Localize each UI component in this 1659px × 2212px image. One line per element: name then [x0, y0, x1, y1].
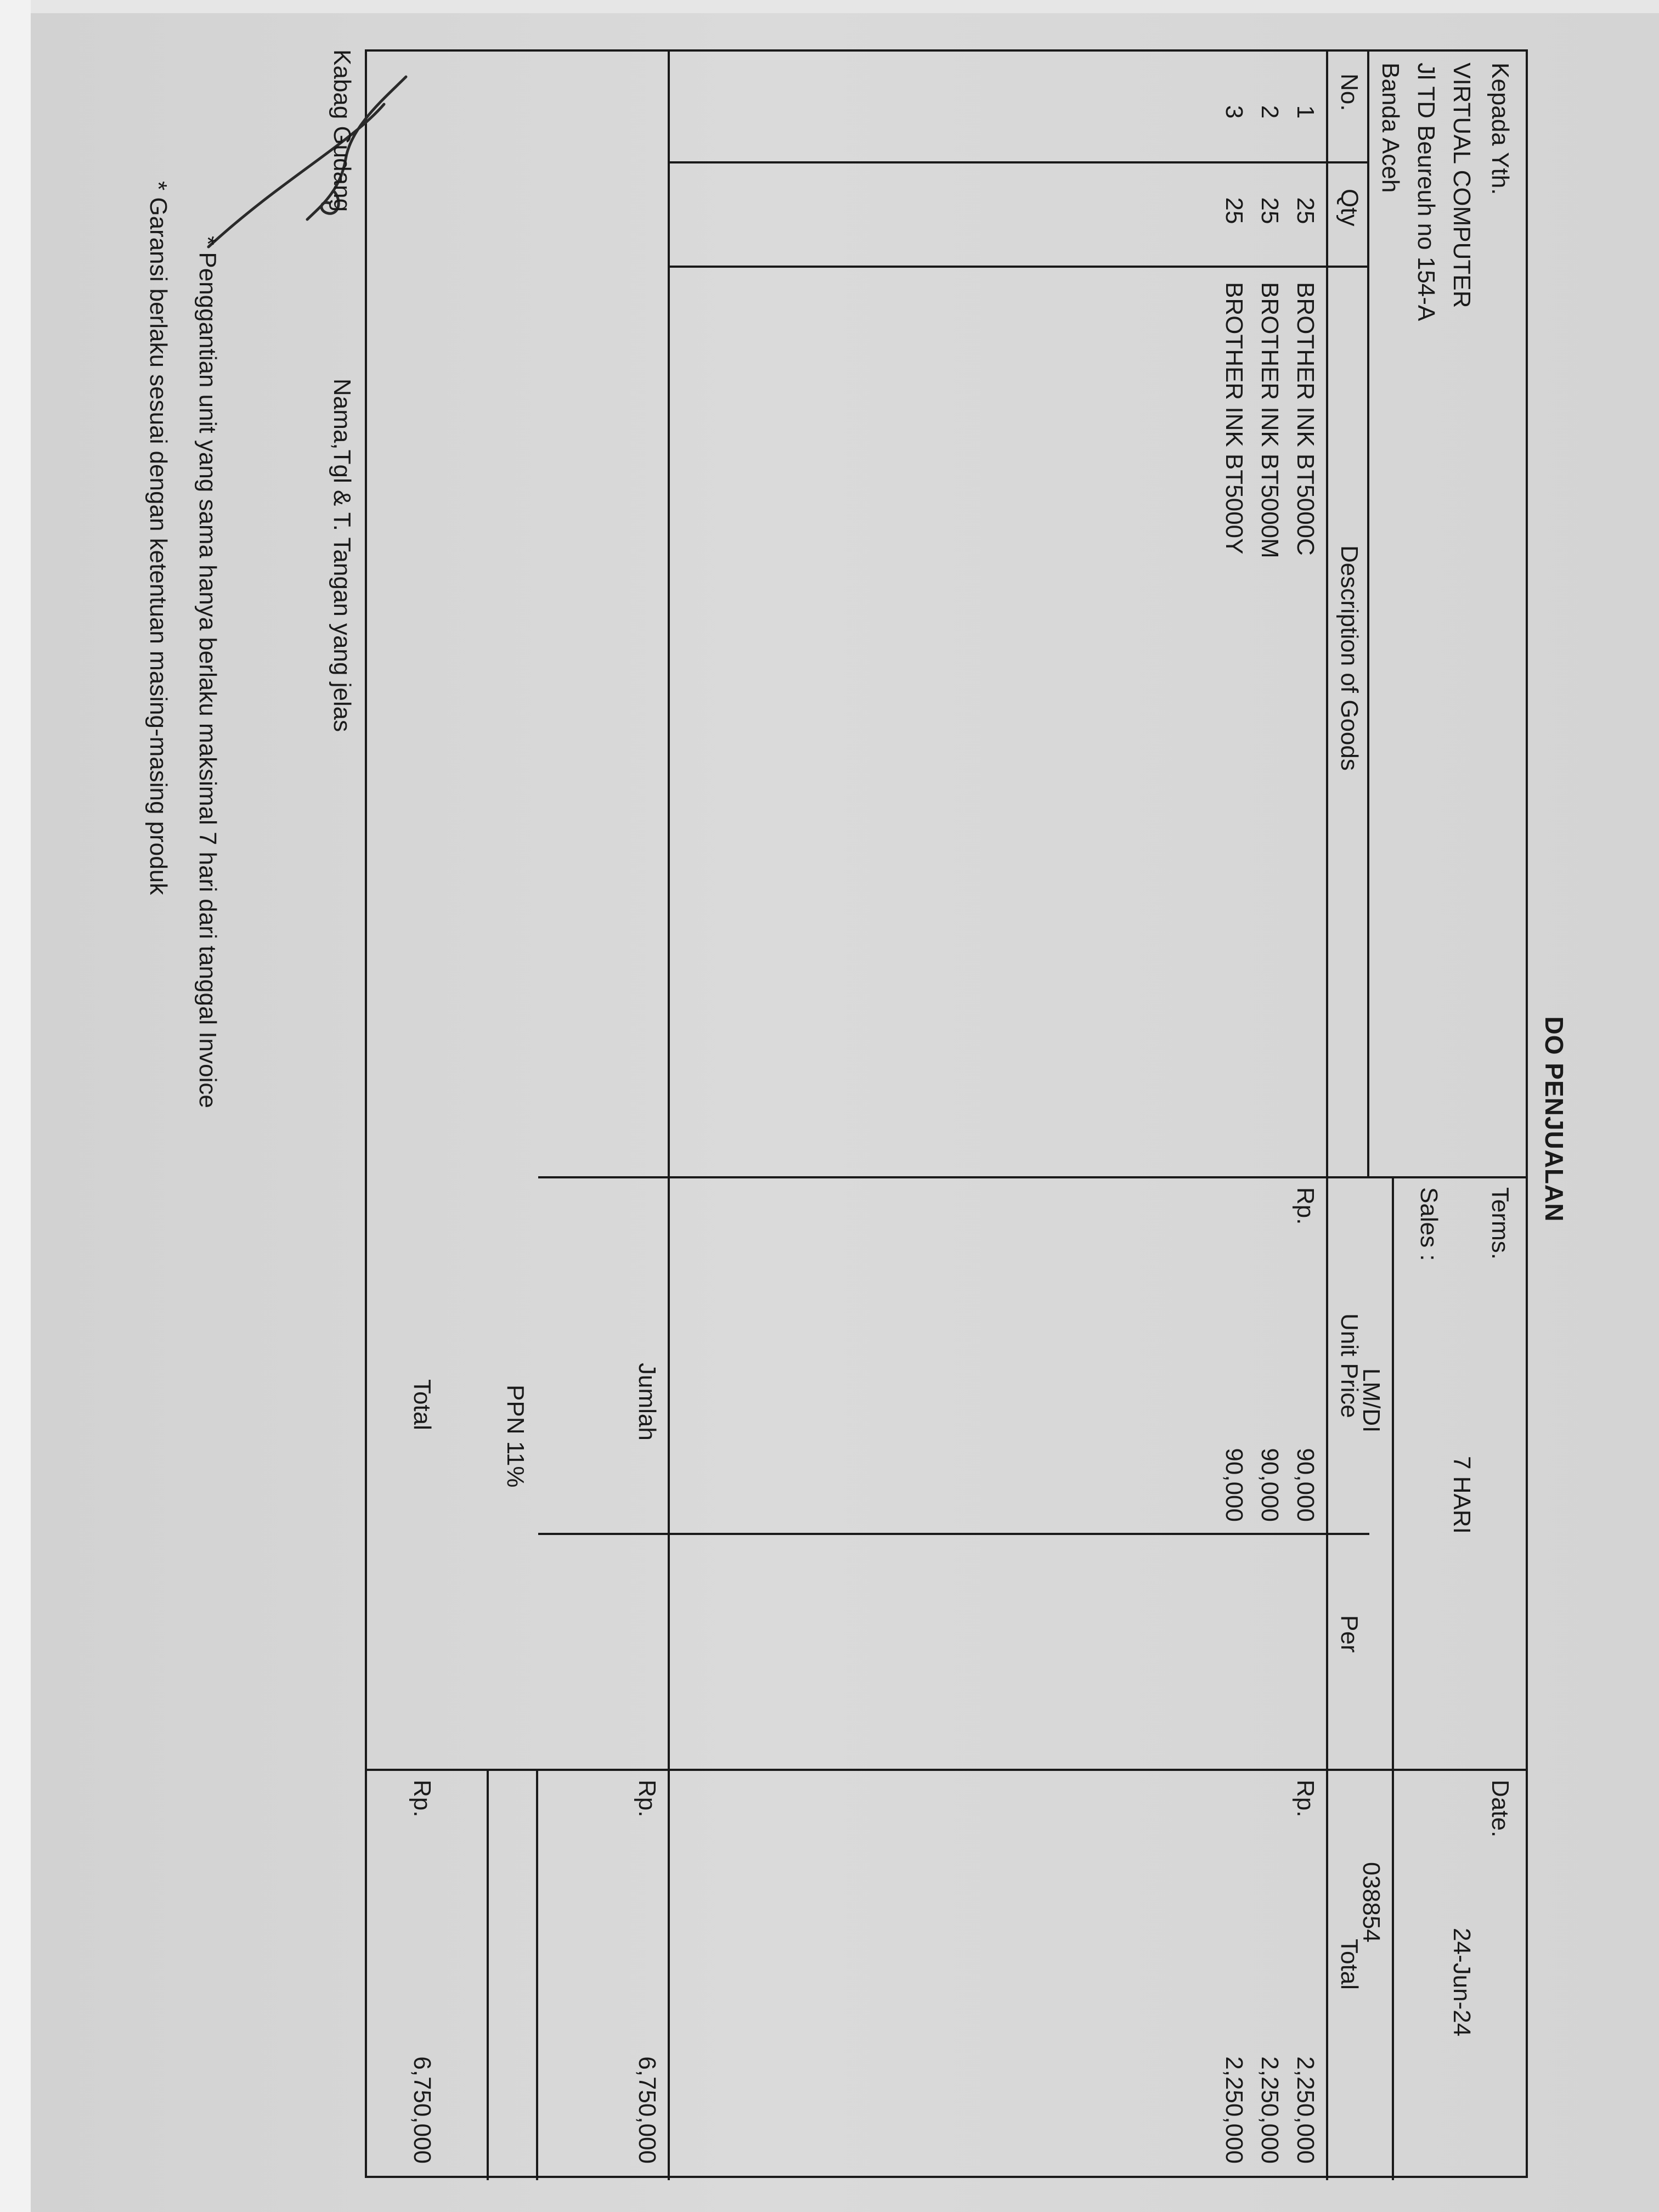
row2-total: 2,250,000	[1256, 2056, 1283, 2164]
row3-total: 2,250,000	[1221, 2056, 1248, 2164]
rule	[670, 266, 1369, 268]
row1-qty: 25	[1292, 197, 1319, 224]
sales-value: LM/DI	[1358, 1368, 1385, 1433]
recipient-city: Banda Aceh	[1377, 63, 1404, 193]
document-number: 038854	[1358, 1862, 1385, 1943]
items-bottom-rule	[668, 52, 670, 2180]
col-header-per: Per	[1336, 1615, 1363, 1653]
recipient-salutation: Kepada Yth.	[1487, 63, 1514, 195]
delivery-order-document	[0, 33, 1580, 2205]
jumlah-value: 6,750,000	[634, 2056, 661, 2164]
row1-description: BROTHER INK BT5000C	[1292, 282, 1319, 556]
document-frame	[365, 49, 1528, 2178]
recipient-address: Jl TD Beureuh no 154-A	[1413, 63, 1440, 321]
ppn-label: PPN 11%	[502, 1385, 529, 1488]
kabag-gudang-label: Kabag Gudang	[329, 49, 356, 212]
note-replacement: * Penggantian unit yang sama hanya berlaku maksimal 7 hari dari tanggal Invoice	[194, 236, 221, 1108]
row3-no: 3	[1221, 105, 1248, 119]
sales-label: Sales :	[1415, 1187, 1442, 1261]
recipient-name: VIRTUAL COMPUTER	[1448, 63, 1475, 308]
table-header-bottom-rule	[1326, 52, 1328, 2180]
terms-value: 7 HARI	[1448, 1456, 1475, 1534]
date-value: 24-Jun-24	[1448, 1928, 1475, 2037]
jumlah-label: Jumlah	[634, 1363, 661, 1441]
rule	[538, 1533, 670, 1535]
note-warranty: * Garansi berlaku sesuai dengan ketentuan masing-masing produk	[145, 181, 172, 895]
row1-total: 2,250,000	[1292, 2056, 1319, 2164]
row3-unit-price: 90,000	[1221, 1448, 1248, 1522]
row2-qty: 25	[1256, 197, 1283, 224]
date-label: Date.	[1487, 1780, 1514, 1838]
signature-scribble	[198, 66, 417, 263]
terms-label: Terms.	[1487, 1187, 1514, 1260]
col-header-qty: Qty	[1336, 189, 1363, 227]
row1-unit-price: 90,000	[1292, 1448, 1319, 1522]
rule	[538, 1176, 670, 1178]
summary-rule	[536, 1769, 538, 2180]
rule	[670, 1176, 1526, 1178]
col-header-unit-price: Unit Price	[1336, 1313, 1363, 1418]
col-header-no: No.	[1336, 74, 1363, 111]
signature-instruction: Nama,Tgl & T. Tangan yang jelas	[329, 379, 356, 732]
total-currency: Rp.	[409, 1780, 436, 1818]
row3-qty: 25	[1221, 197, 1248, 224]
col-header-total: Total	[1336, 1939, 1363, 1990]
rule	[1392, 1176, 1394, 2180]
row3-description: BROTHER INK BT5000Y	[1221, 282, 1248, 555]
total-value: 6,750,000	[409, 2056, 436, 2164]
row1-unit-currency: Rp.	[1292, 1187, 1319, 1225]
row1-total-currency: Rp.	[1292, 1780, 1319, 1818]
jumlah-currency: Rp.	[634, 1780, 661, 1818]
row2-no: 2	[1256, 105, 1283, 119]
summary-rule	[487, 1769, 489, 2180]
rule	[1367, 52, 1369, 1176]
row2-description: BROTHER INK BT5000M	[1256, 282, 1283, 558]
rule	[365, 1769, 1526, 1771]
col-header-description: Description of Goods	[1336, 545, 1363, 771]
row1-no: 1	[1292, 105, 1319, 119]
rule	[670, 161, 1369, 163]
total-label: Total	[409, 1379, 436, 1430]
rule	[670, 1533, 1369, 1535]
document-title: DO PENJUALAN	[1540, 1016, 1568, 1222]
row2-unit-price: 90,000	[1256, 1448, 1283, 1522]
